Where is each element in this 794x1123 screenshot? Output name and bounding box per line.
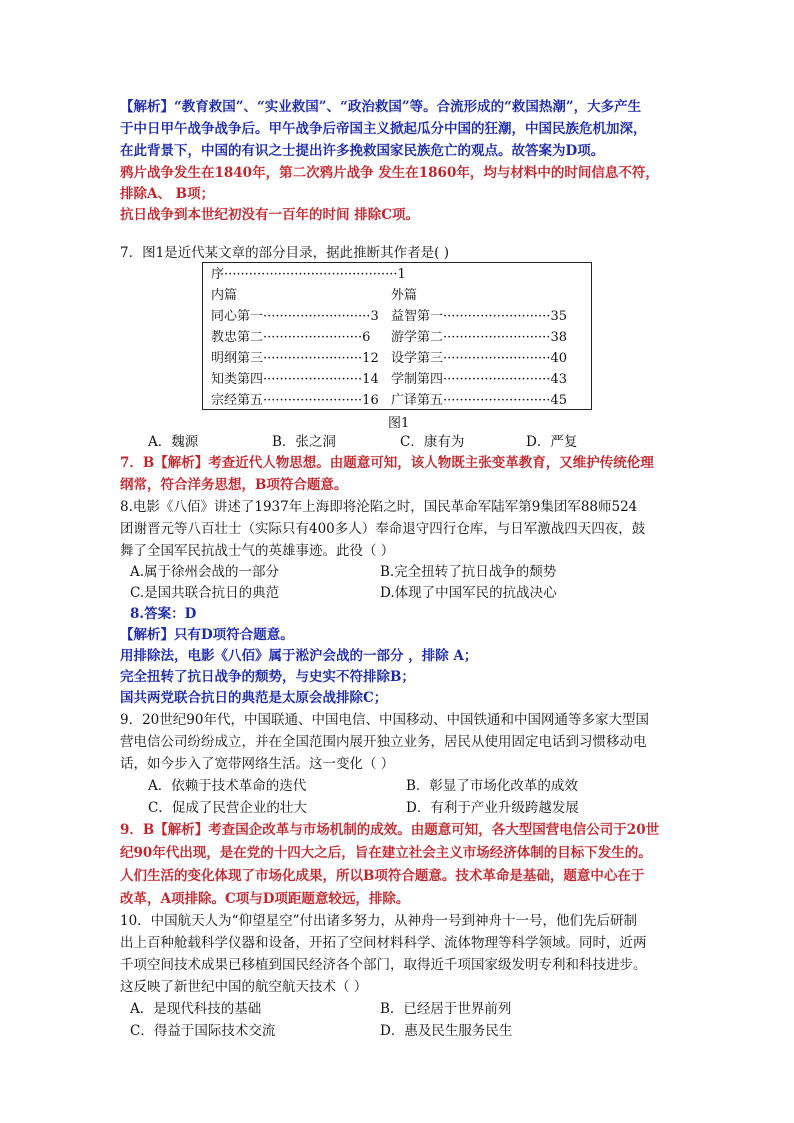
toc-outer-item: 学制第四··························43: [391, 372, 567, 387]
toc-outer-title: 外篇: [391, 288, 418, 303]
q7-option-b: B．张之洞: [272, 434, 336, 450]
figure-caption: 图1: [388, 416, 410, 431]
q7-option-a: A．魏源: [148, 434, 199, 450]
q8-explanation-line-3: 完全扭转了抗日战争的颓势，与史实不符排除B；: [120, 669, 415, 685]
q6-explanation-line-6: 抗日战争到本世纪初没有一百年的时间 排除C项。: [120, 207, 419, 223]
q8-stem-line-3: 舞了全国军民抗战士气的英雄事迹。此役（ ）: [120, 543, 395, 559]
toc-inner-item: 宗经第五························16: [211, 393, 379, 408]
q8-option-d: D.体现了中国军民的抗战决心: [380, 585, 557, 601]
q8-stem-line-2: 团谢晋元等八百壮士（实际只有400多人）奉命退守四行仓库，与日军激战四天四夜，鼓: [120, 521, 646, 537]
q9-answer-line-3: 人们生活的变化体现了市场化成果，所以B项符合题意。技术革命是基础，题意中心在于: [120, 868, 645, 884]
q8-stem-line-1: 8.电影《八佰》讲述了1937年上海即将沦陷之时，国民革命军陆军第9集团军88师524: [120, 499, 638, 515]
q8-option-a: A.属于徐州会战的一部分: [130, 564, 280, 580]
q7-option-c: C．康有为: [400, 434, 465, 450]
q6-explanation-line-4: 鸦片战争发生在1840年，第二次鸦片战争 发生在1860年，均与材料中的时间信息不符，: [120, 165, 659, 181]
q6-explanation-line-2: 于中日甲午战争战争后。甲午战争后帝国主义掀起瓜分中国的狂潮，中国民族危机加深，: [120, 121, 647, 137]
q10-stem-line-3: 千项空间技术成果已移植到国民经济各个部门，取得近千项国家级发明专利和科技进步。: [120, 957, 647, 973]
q6-explanation-line-1: 【解析】“教育救国”、“实业救国”、“政治救国”等。合流形成的“救国热潮”，大多产生: [120, 99, 642, 115]
toc-inner-item: 知类第四························14: [211, 372, 379, 387]
q9-answer-line-1: 9．B【解析】考查国企改革与市场机制的成效。由题意可知，各大型国营电信公司于20世: [120, 822, 660, 838]
q10-stem-line-1: 10．中国航天人为“仰望星空”付出诸多努力，从神舟一号到神舟十一号，他们先后研制: [120, 913, 637, 929]
q7-answer-line-2: 纲常，符合洋务思想，B项符合题意。: [120, 477, 348, 493]
q9-stem-line-2: 营电信公司纷纷成立，并在全国范围内展开独立业务，居民从使用固定电话到习惯移动电: [120, 734, 647, 750]
q10-option-d: D．惠及民生服务民生: [380, 1023, 513, 1039]
toc-inner-item: 教忠第二························6: [211, 330, 371, 345]
q9-answer-line-4: 改革，A项排除。C项与D项距题意较远，排除。: [120, 891, 410, 907]
q9-stem-line-3: 话，如今步入了宽带网络生活。这一变化（ ）: [120, 756, 395, 772]
q7-answer-line-1: 7．B【解析】考查近代人物思想。由题意可知，该人物既主张变革教育，又维护传统伦理: [120, 455, 654, 471]
q9-answer-line-2: 纪90年代出现，是在党的十四大之后，旨在建立社会主义市场经济体制的目标下发生的。: [120, 845, 652, 861]
q9-option-d: D．有利于产业升级跨越发展: [406, 800, 579, 816]
q9-option-c: C．促成了民营企业的壮大: [148, 800, 307, 816]
toc-inner-title: 内篇: [211, 288, 238, 303]
q9-option-b: B．彰显了市场化改革的成效: [406, 778, 578, 794]
q8-option-c: C.是国共联合抗日的典范: [130, 585, 280, 601]
q10-stem-line-2: 出上百种舱载科学仪器和设备，开拓了空间材料科学、流体物理等科学领域。同时，近两: [120, 935, 647, 951]
q8-explanation-line-1: 【解析】只有D项符合题意。: [120, 627, 294, 643]
q6-explanation-line-3: 在此背景下，中国的有识之士提出许多挽救国家民族危亡的观点。故答案为D项。: [120, 143, 605, 159]
table-of-contents-box: [202, 262, 592, 410]
q10-stem-line-4: 这反映了新世纪中国的航空航天技术（ ）: [120, 979, 368, 995]
toc-outer-item: 广译第五··························45: [391, 393, 567, 408]
q8-answer: 8.答案：D: [130, 606, 197, 622]
q10-option-a: A．是现代科技的基础: [130, 1001, 262, 1017]
q8-explanation-line-2: 用排除法，电影《八佰》属于淞沪会战的一部分 ，排除 A；: [120, 648, 478, 664]
q9-option-a: A．依赖于技术革命的迭代: [148, 778, 307, 794]
toc-outer-item: 设学第三··························40: [391, 351, 567, 366]
toc-preface: 序··········································1: [211, 267, 406, 282]
q9-stem-line-1: 9．20世纪90年代，中国联通、中国电信、中国移动、中国铁通和中国网通等多家大型国: [120, 712, 649, 728]
q8-option-b: B.完全扭转了抗日战争的颓势: [380, 564, 557, 580]
q10-option-b: B．已经居于世界前列: [380, 1001, 512, 1017]
toc-outer-item: 游学第二··························38: [391, 330, 567, 345]
q8-explanation-line-4: 国共两党联合抗日的典范是太原会战排除C；: [120, 690, 388, 706]
toc-inner-item: 明纲第三························12: [211, 351, 379, 366]
toc-outer-item: 益智第一··························35: [391, 309, 567, 324]
q7-stem: 7．图1是近代某文章的部分目录，据此推断其作者是( ): [120, 245, 450, 261]
q10-option-c: C．得益于国际技术交流: [130, 1023, 276, 1039]
toc-inner-item: 同心第一··························3: [211, 309, 379, 324]
q6-explanation-line-5: 排除A、 B项；: [120, 186, 215, 202]
q7-option-d: D．严复: [526, 434, 578, 450]
